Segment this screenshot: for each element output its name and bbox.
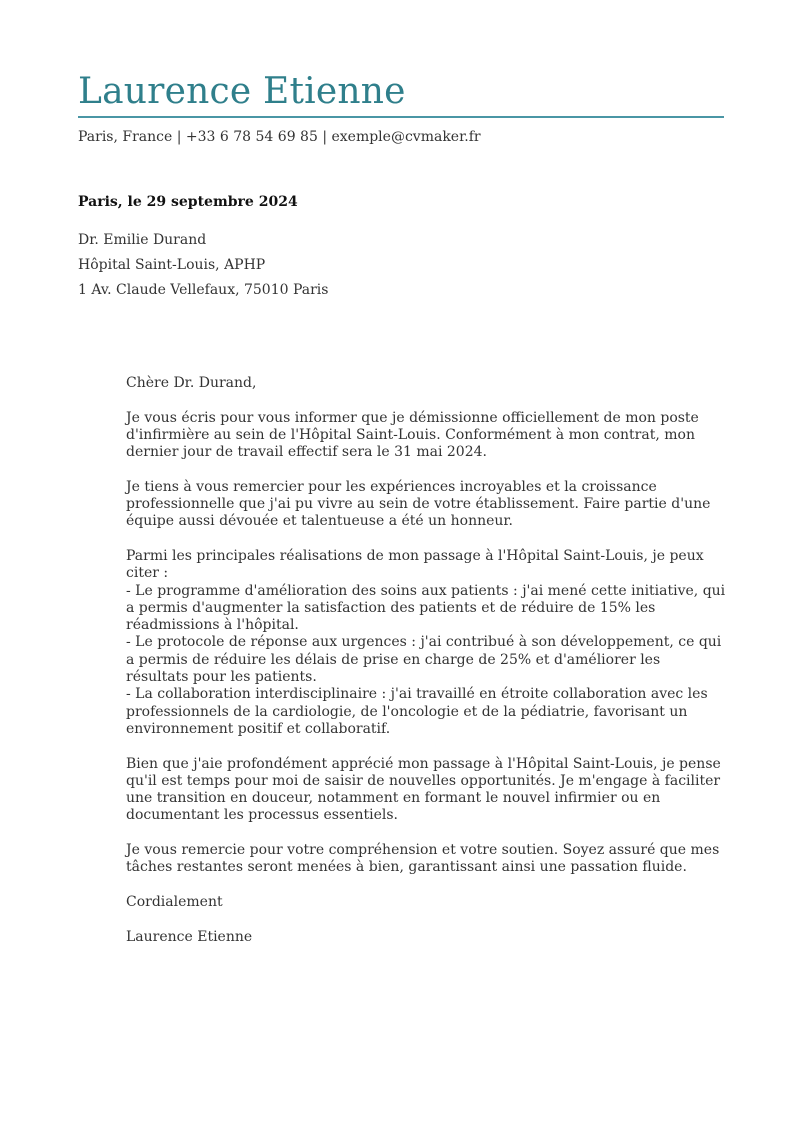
achievement-item: - Le protocole de réponse aux urgences : j'ai contribué à son développement, ce qui a permis de réduire les délais de prise en charge de 25% et d'améliorer les résultats pour les patients. <box>126 634 722 686</box>
closing: Cordialement <box>126 893 223 910</box>
salutation: Chère Dr. Durand, <box>126 375 257 391</box>
header-divider <box>78 116 724 118</box>
paragraph-transition: Bien que j'aie profondément apprécié mon passage à l'Hôpital Saint-Louis, je pense qu'il est temps pour moi de saisir de nouvelles opportunités. Je m'engage à faciliter une transition en douceur, notamment en formant le nouvel infirmier ou en documentant les processus essentiels. <box>126 755 721 824</box>
recipient-name: Dr. Emilie Durand <box>78 232 207 248</box>
signature: Laurence Etienne <box>126 928 253 945</box>
achievements-intro: Parmi les principales réalisations de mon passage à l'Hôpital Saint-Louis, je peux citer : <box>126 547 704 582</box>
achievement-item: - La collaboration interdisciplinaire : j'ai travaillé en étroite collaboration avec les professionnels de la cardiologie, de l'oncologie et de la pédiatrie, favorisant un environnement positif et collaboratif. <box>126 686 708 737</box>
letter-date: Paris, le 29 septembre 2024 <box>78 194 298 210</box>
recipient-block <box>78 228 328 303</box>
recipient-organization: Hôpital Saint-Louis, APHP <box>78 257 266 273</box>
letter-body <box>126 375 726 963</box>
paragraph-thanks: Je tiens à vous remercier pour les expériences incroyables et la croissance professionnelle que j'ai pu vivre au sein de votre établissement. Faire partie d'une équipe aussi dévouée et talentueuse a été un honneur. <box>126 478 711 530</box>
sender-name: Laurence Etienne <box>78 71 406 112</box>
paragraph-achievements <box>126 548 726 738</box>
sender-contact: Paris, France | +33 6 78 54 69 85 | exemple@cvmaker.fr <box>78 129 481 145</box>
recipient-address: 1 Av. Claude Vellefaux, 75010 Paris <box>78 282 329 298</box>
paragraph-resignation: Je vous écris pour vous informer que je démissionne officiellement de mon poste d'infirmière au sein de l'Hôpital Saint-Louis. Conformément à mon contrat, mon dernier jour de travail effectif sera le 31 mai 2024. <box>126 409 699 461</box>
paragraph-gratitude: Je vous remercie pour votre compréhension et votre soutien. Soyez assuré que mes tâches restantes seront menées à bien, garantissant ainsi une passation fluide. <box>126 842 720 876</box>
achievement-item: - Le programme d'amélioration des soins aux patients : j'ai mené cette initiative, qui a permis d'augmenter la satisfaction des patients et de réduire de 15% les réadmissions à l'hôpital. <box>126 582 726 634</box>
